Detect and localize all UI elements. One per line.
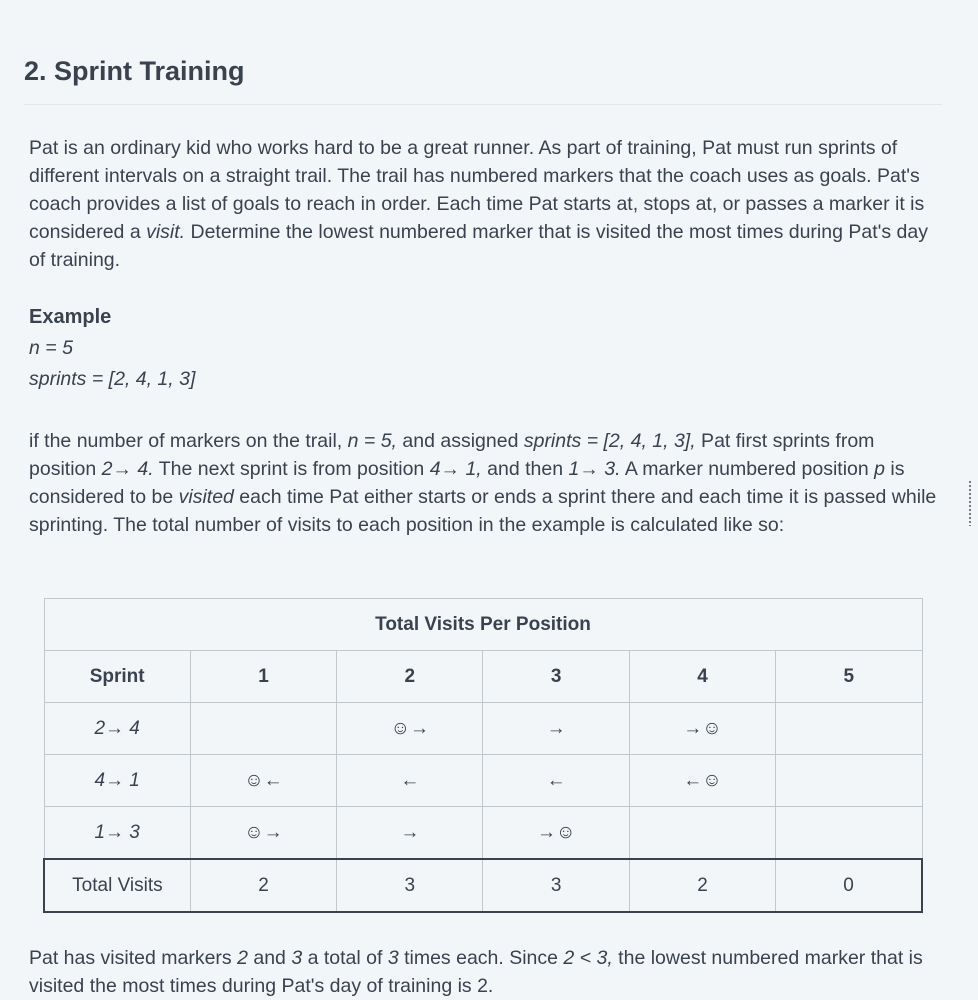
concl-text: Pat has visited markers: [29, 947, 238, 969]
explain-text: A marker numbered position: [620, 458, 875, 480]
title-divider: [24, 104, 942, 105]
explain-text: and assigned: [396, 430, 524, 452]
visit-cell: ☺→: [190, 807, 336, 860]
header-position-1: 1: [190, 651, 336, 703]
explain-math: n = 5,: [347, 430, 397, 452]
explain-text: and then: [481, 458, 569, 480]
total-value: 2: [629, 859, 775, 912]
visit-cell: ←: [483, 755, 629, 807]
intro-text-1: Pat is an ordinary kid who works hard to be a great runner. As part of training, Pat must run sprints of different intervals on a straight trail. The trail has numbered markers that the coach uses as goals. Pat's coach provides a list of goals to reach in order. Each time Pat starts at, stops at, or passes a marker it is considered a: [29, 137, 925, 243]
problem-title: 2. Sprint Training: [24, 56, 245, 86]
example-sprints: sprints = [2, 4, 1, 3]: [29, 368, 196, 390]
visit-term: visit.: [146, 221, 186, 243]
visit-cell: ☺→: [337, 703, 483, 755]
visit-cell: →☺: [629, 703, 775, 755]
table-caption: Total Visits Per Position: [44, 599, 922, 651]
total-value: 0: [776, 859, 922, 912]
explain-math: p: [874, 458, 885, 480]
total-value: 2: [190, 859, 336, 912]
visits-table: [43, 598, 923, 913]
visit-cell: [776, 807, 922, 860]
visit-cell: [190, 703, 336, 755]
concl-math: 3: [291, 947, 303, 969]
example-n: n = 5: [29, 337, 73, 359]
problem-statement: [29, 134, 941, 274]
table-row: [44, 703, 922, 755]
conclusion: [29, 944, 941, 1000]
visit-cell: [776, 755, 922, 807]
explain-math: 2→ 4.: [101, 458, 154, 480]
header-position-3: 3: [483, 651, 629, 703]
visit-cell: →: [337, 807, 483, 860]
table-row: [44, 807, 922, 860]
sprint-label: 2→ 4: [44, 703, 190, 755]
intro-text-2: Determine the lowest numbered marker that is visited the most times during Pat's day of training.: [29, 221, 928, 271]
table-header-row: [44, 651, 922, 703]
explain-text: The next sprint is from position: [153, 458, 430, 480]
explain-text: is considered to be: [29, 458, 905, 508]
visited-term: visited: [178, 486, 234, 508]
visit-cell: ←☺: [629, 755, 775, 807]
visit-cell: [776, 703, 922, 755]
visit-cell: ←: [337, 755, 483, 807]
explain-text: if the number of markers on the trail,: [29, 430, 348, 452]
concl-text: the lowest numbered marker that is visited the most times during Pat's day of training is 2.: [29, 947, 923, 997]
concl-math: 2: [237, 947, 248, 969]
header-position-4: 4: [629, 651, 775, 703]
sprint-label: 4→ 1: [44, 755, 190, 807]
example-explanation: [29, 427, 941, 539]
sprint-label: 1→ 3: [44, 807, 190, 860]
explain-math: 1→ 3.: [568, 458, 621, 480]
table-row: [44, 755, 922, 807]
resize-handle[interactable]: [968, 480, 972, 526]
header-position-2: 2: [337, 651, 483, 703]
total-visits-row: [44, 859, 922, 912]
example-heading: Example: [29, 306, 112, 328]
concl-text: times each. Since: [398, 947, 564, 969]
header-sprint: Sprint: [44, 651, 190, 703]
explain-math: sprints = [2, 4, 1, 3],: [523, 430, 696, 452]
visit-cell: →: [483, 703, 629, 755]
concl-math: 2 < 3,: [563, 947, 613, 969]
explain-math: 4→ 1,: [429, 458, 482, 480]
visit-cell: [629, 807, 775, 860]
total-label: Total Visits: [44, 859, 190, 912]
concl-text: and: [247, 947, 292, 969]
header-position-5: 5: [776, 651, 922, 703]
explain-text: each time Pat either starts or ends a sprint there and each time it is passed while sprinting. The total number of visits to each position in the example is calculated like so:: [29, 486, 937, 536]
concl-math: 3: [387, 947, 399, 969]
explain-text: Pat first sprints from position: [29, 430, 875, 480]
total-value: 3: [483, 859, 629, 912]
visit-cell: →☺: [483, 807, 629, 860]
visit-cell: ☺←: [190, 755, 336, 807]
total-value: 3: [337, 859, 483, 912]
concl-text: a total of: [302, 947, 388, 969]
